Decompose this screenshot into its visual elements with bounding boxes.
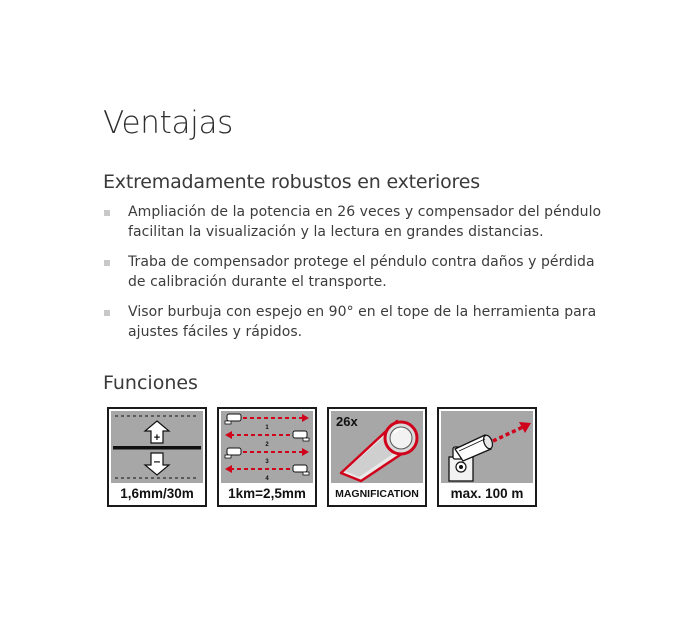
distance-icon [221,411,313,483]
feature-list [103,203,603,353]
list-item [103,253,603,292]
accuracy-label: 1,6mm/30m [109,483,205,505]
magnification-value: 26x [336,414,358,429]
range-icon [441,411,533,483]
magnification-icon [331,411,423,483]
range-label: max. 100 m [439,483,535,505]
page-title: Ventajas [103,105,234,141]
feature-text: Visor burbuja con espejo en 90° en el tope de la herramienta para ajustes fáciles y rápidos. [128,304,597,340]
section-title: Extremadamente robustos en exteriores [103,171,480,193]
accuracy-icon [111,411,203,483]
accuracy-tile [107,407,207,507]
list-item [103,303,603,342]
magnification-tile [327,407,427,507]
distance-tile [217,407,317,507]
distance-marker-4: 4 [265,476,269,482]
bullet-icon [104,210,110,216]
svg-text:+: + [153,432,161,444]
distance-marker-2: 2 [265,442,269,448]
bullet-icon [104,310,110,316]
feature-text: Traba de compensador protege el péndulo contra daños y pérdida de calibración durante el transporte. [128,254,595,290]
distance-label: 1km=2,5mm [219,483,315,505]
list-item [103,203,603,242]
range-tile [437,407,537,507]
svg-text:–: – [153,454,161,468]
distance-marker-1: 1 [265,425,269,431]
functions-title: Funciones [103,372,198,394]
distance-marker-3: 3 [265,459,269,465]
magnification-label: MAGNIFICATION [329,483,425,505]
feature-text: Ampliación de la potencia en 26 veces y compensador del péndulo facilitan la visualización y la lectura en grandes distancias. [128,204,602,240]
bullet-icon [104,260,110,266]
